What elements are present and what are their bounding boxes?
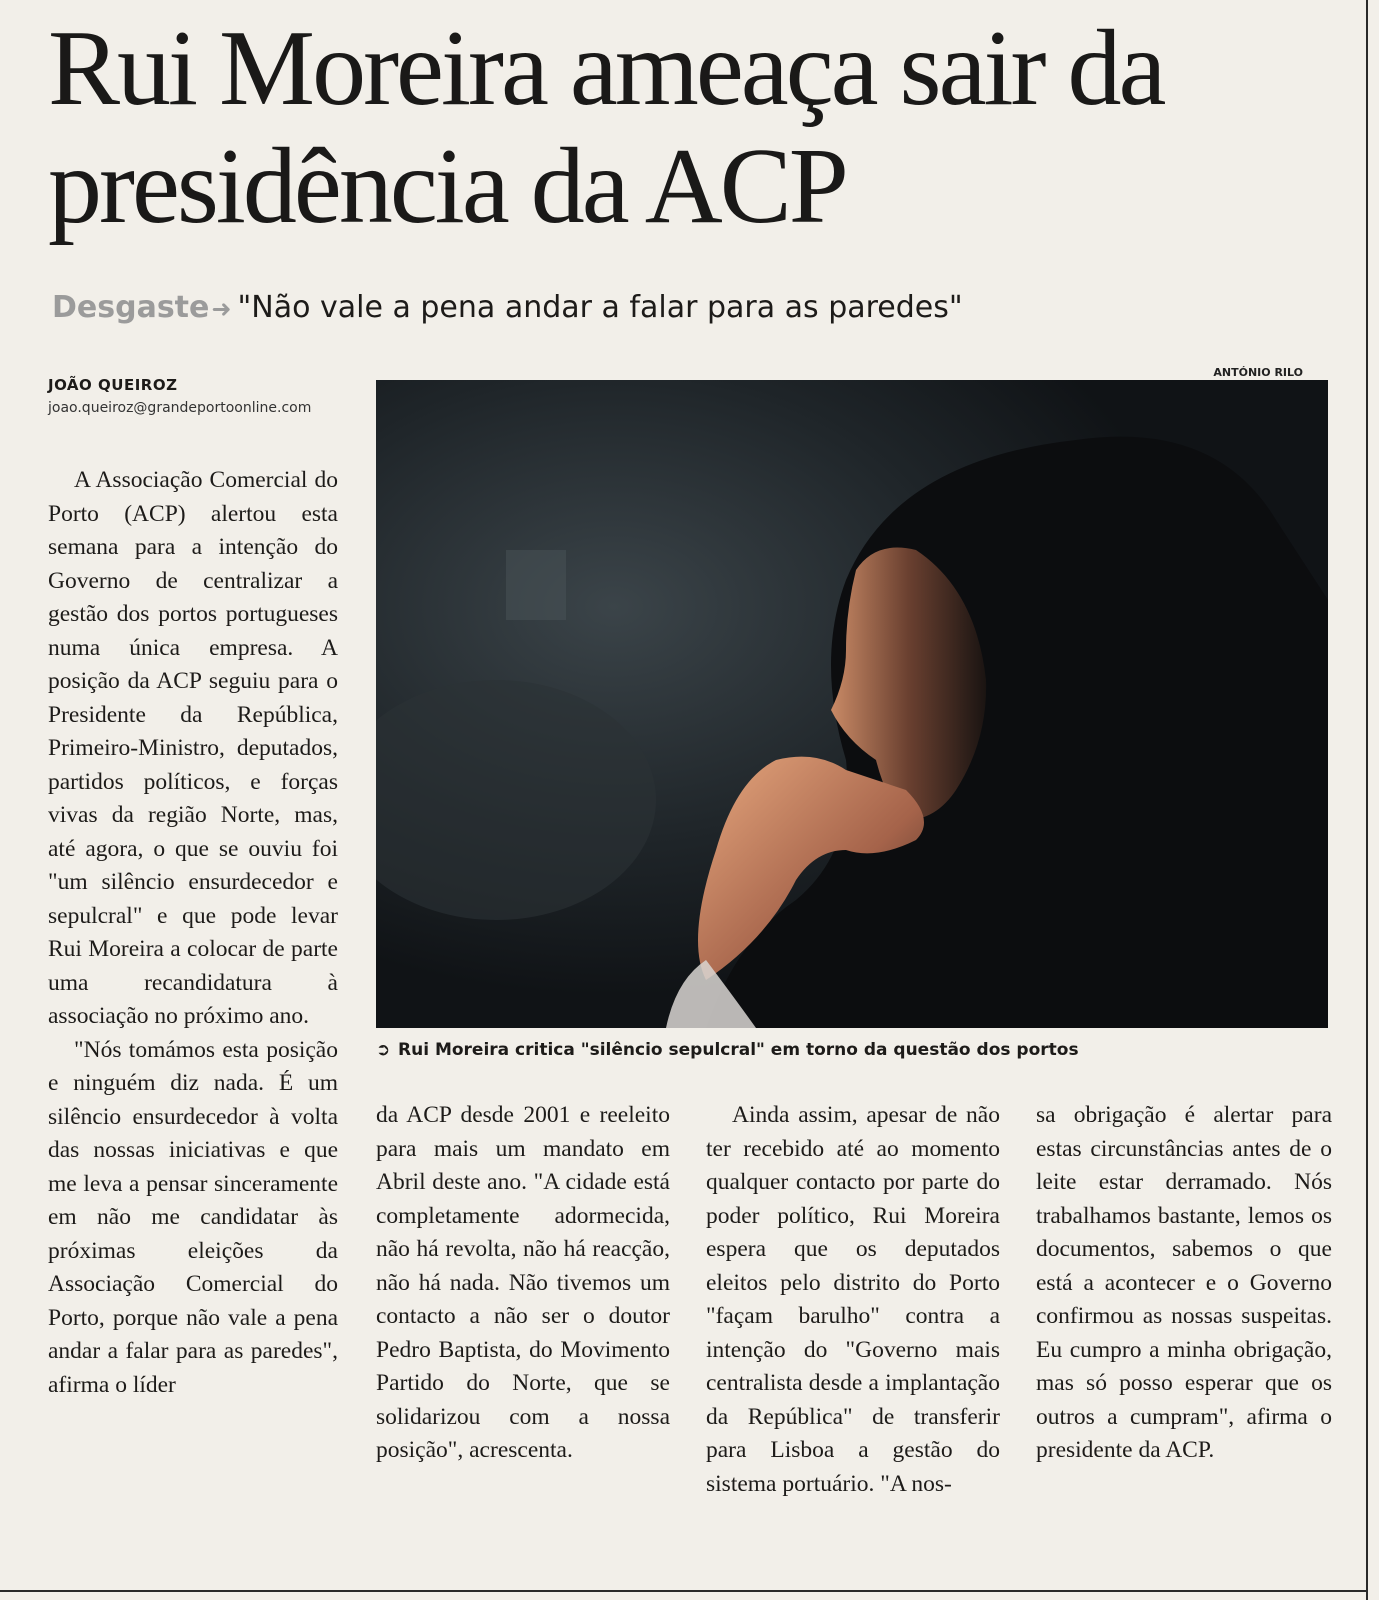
paragraph: Ainda assim, apesar de não ter recebido até ao momento qualquer contacto por parte do poder político, Rui Moreira espera que os deputados eleitos pelo distrito do Porto "façam barulho" contra a intenção do "Governo mais centralista desde a implantação da República" de transferir para Lisboa a gestão do sistema portuário. "A nos- <box>706 1102 1000 1497</box>
photo-credit: ANTÓNIO RILO <box>1213 366 1303 379</box>
article-column-3 <box>706 1099 1000 1501</box>
photo-caption <box>376 1040 1336 1060</box>
arrow-right-icon: ➜ <box>211 295 232 323</box>
paragraph: da ACP desde 2001 e reeleito para mais um mandato em Abril deste ano. "A cidade está completamente adormecida, não há revolta, não há reacção, não há nada. Não tivemos um contacto a não ser o doutor Pedro Baptista, do Movimento Partido do Norte, que se solidarizou com a nossa posição", acrescenta. <box>376 1102 670 1463</box>
article-photo <box>376 380 1328 1028</box>
kicker-label: Desgaste <box>52 290 210 325</box>
paragraph: "Nós tomámos esta posição e ninguém diz nada. É um silêncio ensurdecedor à volta das nossas iniciativas e que me leva a pensar sinceramente em não me candidatar às próximas eleições da Associação Comercial do Porto, porque não vale a pena andar a falar para as paredes", afirma o líder <box>48 1036 338 1398</box>
portrait-illustration <box>376 380 1328 1028</box>
author-email: joao.queiroz@grandeportoonline.com <box>48 400 312 416</box>
article-column-2 <box>376 1099 670 1468</box>
article-column-1 <box>48 464 338 1402</box>
byline <box>48 376 311 416</box>
paragraph: sa obrigação é alertar para estas circunstâncias antes de o leite estar derramado. Nós trabalhamos bastante, lemos os documentos, sabemos o que está a acontecer e o Governo confirmou as nossas suspeitas. Eu cumpro a minha obrigação, mas só posso esperar que os outros a cumpram", afirma o presidente da ACP. <box>1036 1102 1332 1463</box>
caption-arrow-icon: ➲ <box>376 1040 391 1060</box>
headline: Rui Moreira ameaça sair da presidência da ACP <box>48 9 1164 246</box>
kicker-quote: "Não vale a pena andar a falar para as paredes" <box>237 290 963 325</box>
author-name: JOÃO QUEIROZ <box>48 376 178 394</box>
caption-text: Rui Moreira critica "silêncio sepulcral" em torno da questão dos portos <box>398 1040 1079 1060</box>
column-rule <box>1366 0 1368 1600</box>
page-bottom-rule <box>0 1590 1366 1592</box>
kicker <box>52 288 963 329</box>
article-column-4 <box>1036 1099 1332 1468</box>
paragraph: A Associação Comercial do Porto (ACP) alertou esta semana para a intenção do Governo de centralizar a gestão dos portos portugueses numa única empresa. A posição da ACP seguiu para o Presidente da República, Primeiro-Ministro, deputados, partidos políticos, e forças vivas da região Norte, mas, até agora, o que se ouviu foi "um silêncio ensurdecedor e sepulcral" e que pode levar Rui Moreira a colocar de parte uma recandidatura à associação no próximo ano. <box>48 467 338 1029</box>
